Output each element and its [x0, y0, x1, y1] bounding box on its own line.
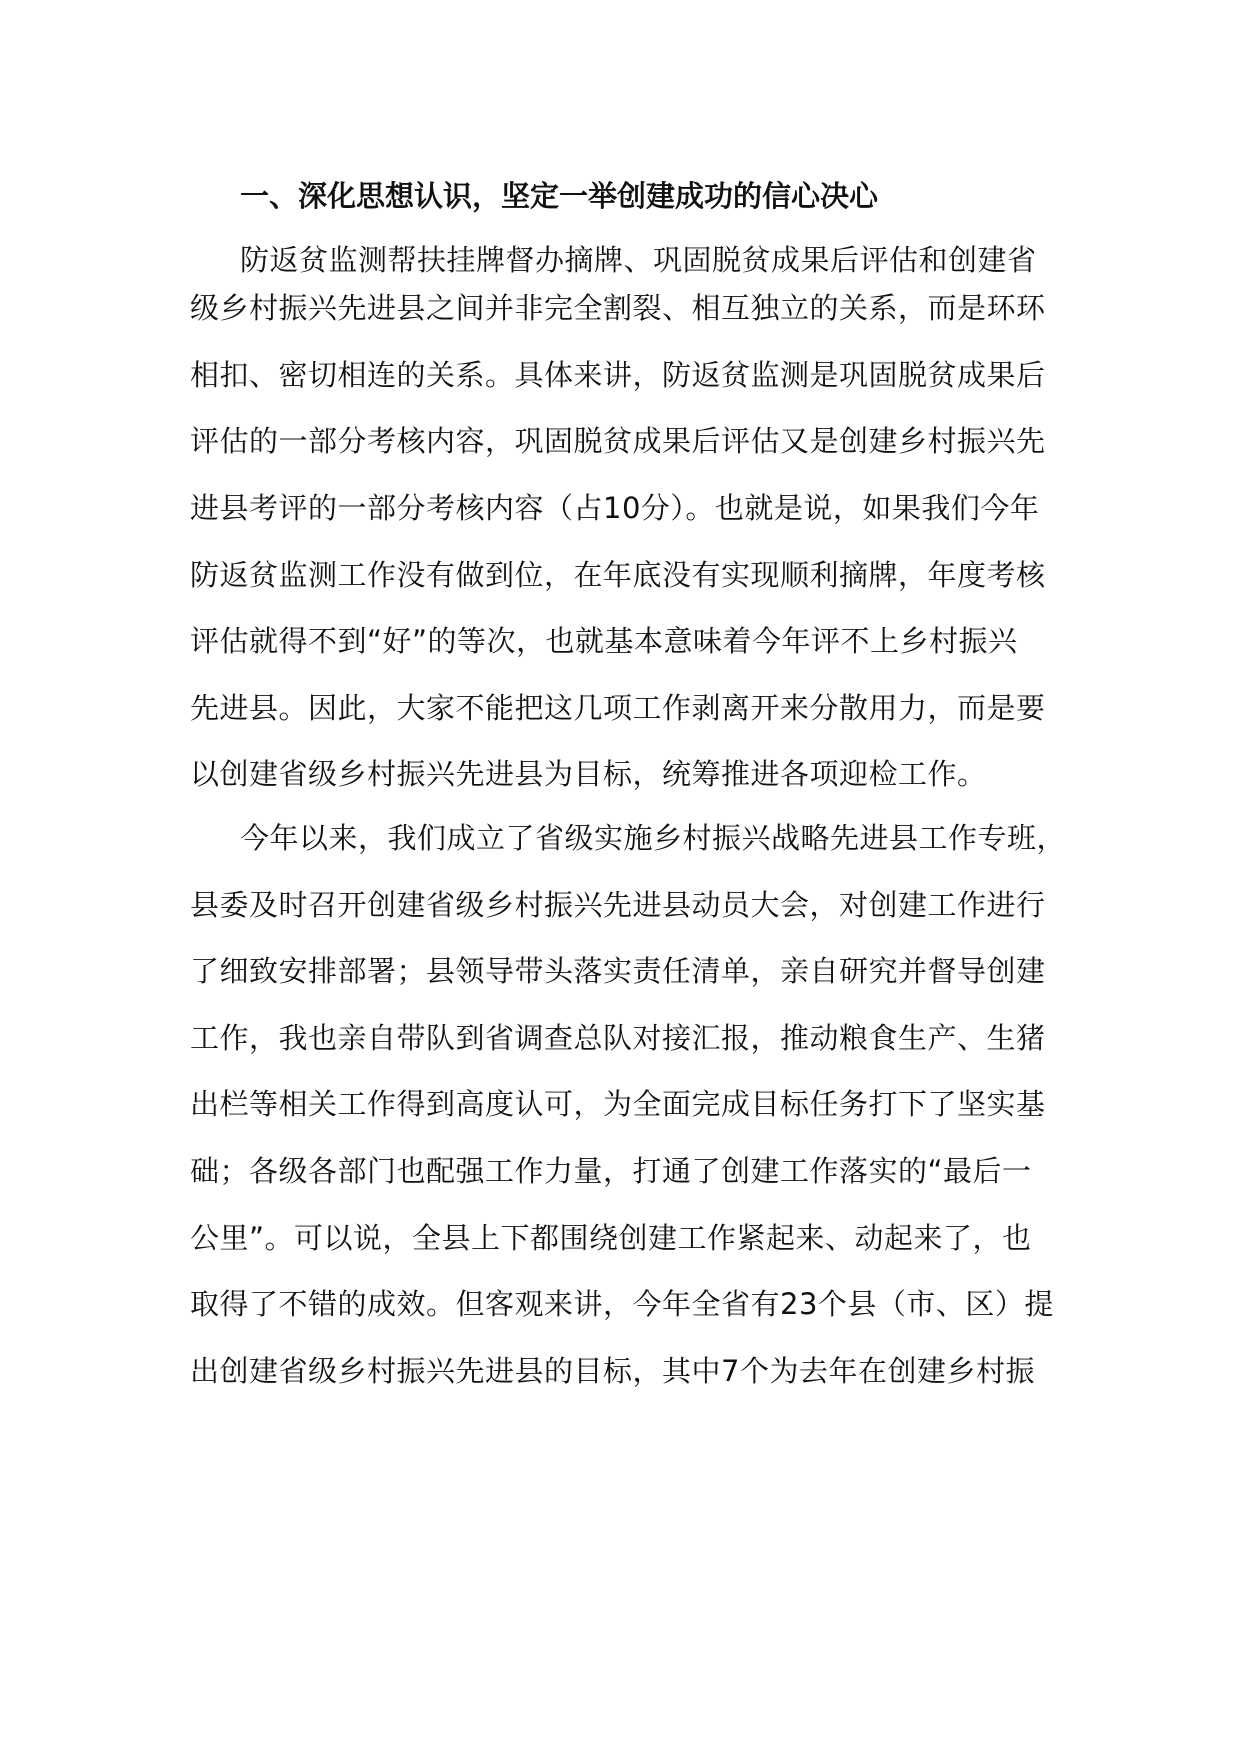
text-line: 取得了不错的成效。但客观来讲，今年全省有23个县（市、区）提 [190, 1287, 1054, 1321]
section-heading: 一、深化思想认识，坚定一举创建成功的信心决心 [240, 179, 879, 213]
text-line: 防返贫监测工作没有做到位，在年底没有实现顺利摘牌，年度考核 [190, 558, 1046, 592]
text-line: 评估就得不到“好”的等次，也就基本意味着今年评不上乡村振兴 [190, 624, 1018, 658]
text-line: 先进县。因此，大家不能把这几项工作剥离开来分散用力，而是要 [190, 691, 1046, 725]
text-line: 出创建省级乡村振兴先进县的目标，其中7个为去年在创建乡村振 [190, 1354, 1035, 1388]
text-line: 工作，我也亲自带队到省调查总队对接汇报，推动粮食生产、生猪 [190, 1021, 1046, 1055]
text-line: 公里”。可以说，全县上下都围绕创建工作紧起来、动起来了，也 [190, 1221, 1032, 1255]
text-line: 以创建省级乡村振兴先进县为目标，统筹推进各项迎检工作。 [190, 757, 987, 791]
text-line: 防返贫监测帮扶挂牌督办摘牌、巩固脱贫成果后评估和创建省 [240, 243, 1037, 277]
text-line: 了细致安排部署；县领导带头落实责任清单，亲自研究并督导创建 [190, 954, 1046, 988]
text-line: 出栏等相关工作得到高度认可，为全面完成目标任务打下了坚实基 [190, 1087, 1046, 1121]
text-line: 评估的一部分考核内容，巩固脱贫成果后评估又是创建乡村振兴先 [190, 424, 1046, 458]
text-line: 级乡村振兴先进县之间并非完全割裂、相互独立的关系，而是环环 [190, 291, 1046, 325]
text-line: 础；各级各部门也配强工作力量，打通了创建工作落实的“最后一 [190, 1154, 1032, 1188]
text-line: 进县考评的一部分考核内容（占10分）。也就是说，如果我们今年 [190, 491, 1040, 525]
text-line: 县委及时召开创建省级乡村振兴先进县动员大会，对创建工作进行 [190, 888, 1046, 922]
text-line: 相扣、密切相连的关系。具体来讲，防返贫监测是巩固脱贫成果后 [190, 358, 1046, 392]
text-line: 今年以来，我们成立了省级实施乡村振兴战略先进县工作专班， [240, 821, 1067, 855]
